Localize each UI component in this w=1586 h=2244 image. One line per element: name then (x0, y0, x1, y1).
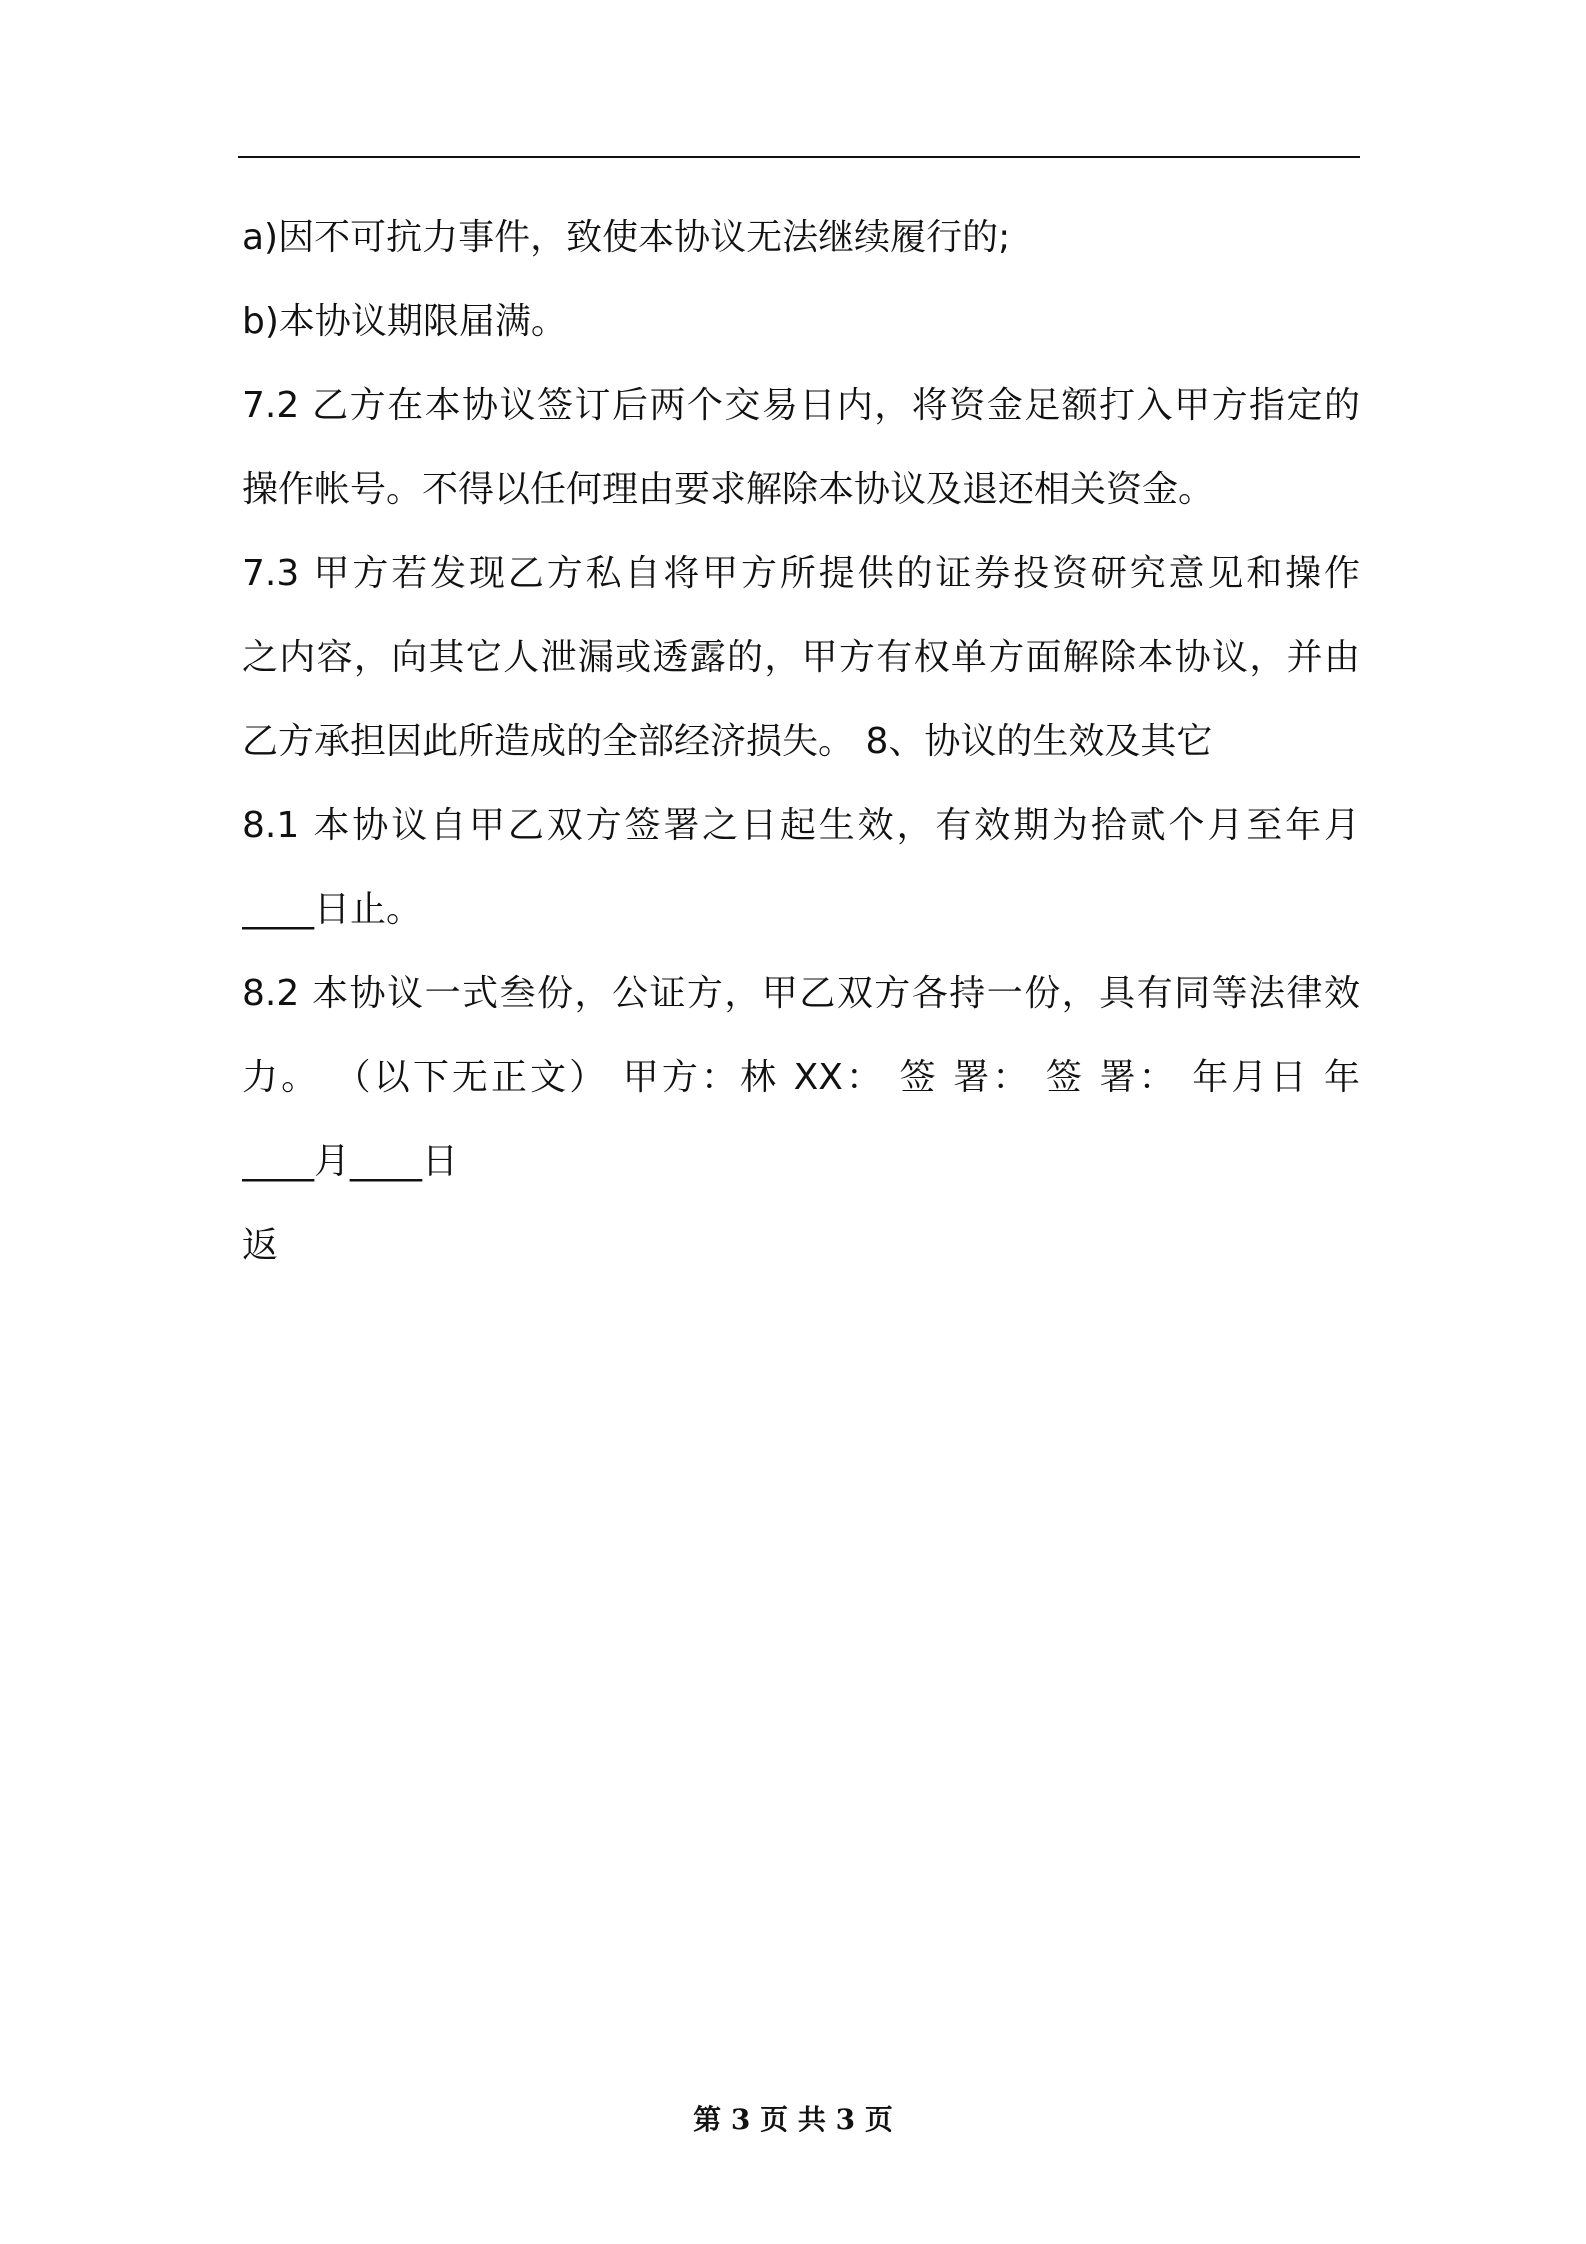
text-line: 之内容，向其它人泄漏或透露的，甲方有权单方面解除本协议，并由 (242, 637, 1360, 678)
text-line: 力。 （以下无正文） 甲方：林 XX： 签 署： 签 署： 年月日 年 (242, 1057, 1360, 1098)
text-line: 7.2 乙方在本协议签订后两个交易日内，将资金足额打入甲方指定的 (242, 385, 1360, 426)
header-divider (238, 156, 1360, 158)
document-body (242, 196, 1360, 1288)
text-line: 操作帐号。不得以任何理由要求解除本协议及退还相关资金。 (242, 469, 1215, 510)
text-line: b)本协议期限届满。 (242, 301, 567, 342)
page-number-footer: 第 3 页 共 3 页 (693, 2103, 893, 2136)
text-line: 8.1 本协议自甲乙双方签署之日起生效，有效期为拾贰个月至年月 (242, 805, 1360, 846)
text-line: 返 (242, 1225, 279, 1266)
text-line: ____日止。 (242, 889, 423, 930)
text-line: 8.2 本协议一式叁份，公证方，甲乙双方各持一份，具有同等法律效 (242, 973, 1360, 1014)
text-line: 乙方承担因此所造成的全部经济损失。 8、协议的生效及其它 (242, 721, 1213, 762)
text-line: 7.3 甲方若发现乙方私自将甲方所提供的证券投资研究意见和操作 (242, 553, 1360, 594)
text-line: ____月____日 (242, 1141, 459, 1182)
text-line: a)因不可抗力事件，致使本协议无法继续履行的; (242, 217, 1011, 258)
